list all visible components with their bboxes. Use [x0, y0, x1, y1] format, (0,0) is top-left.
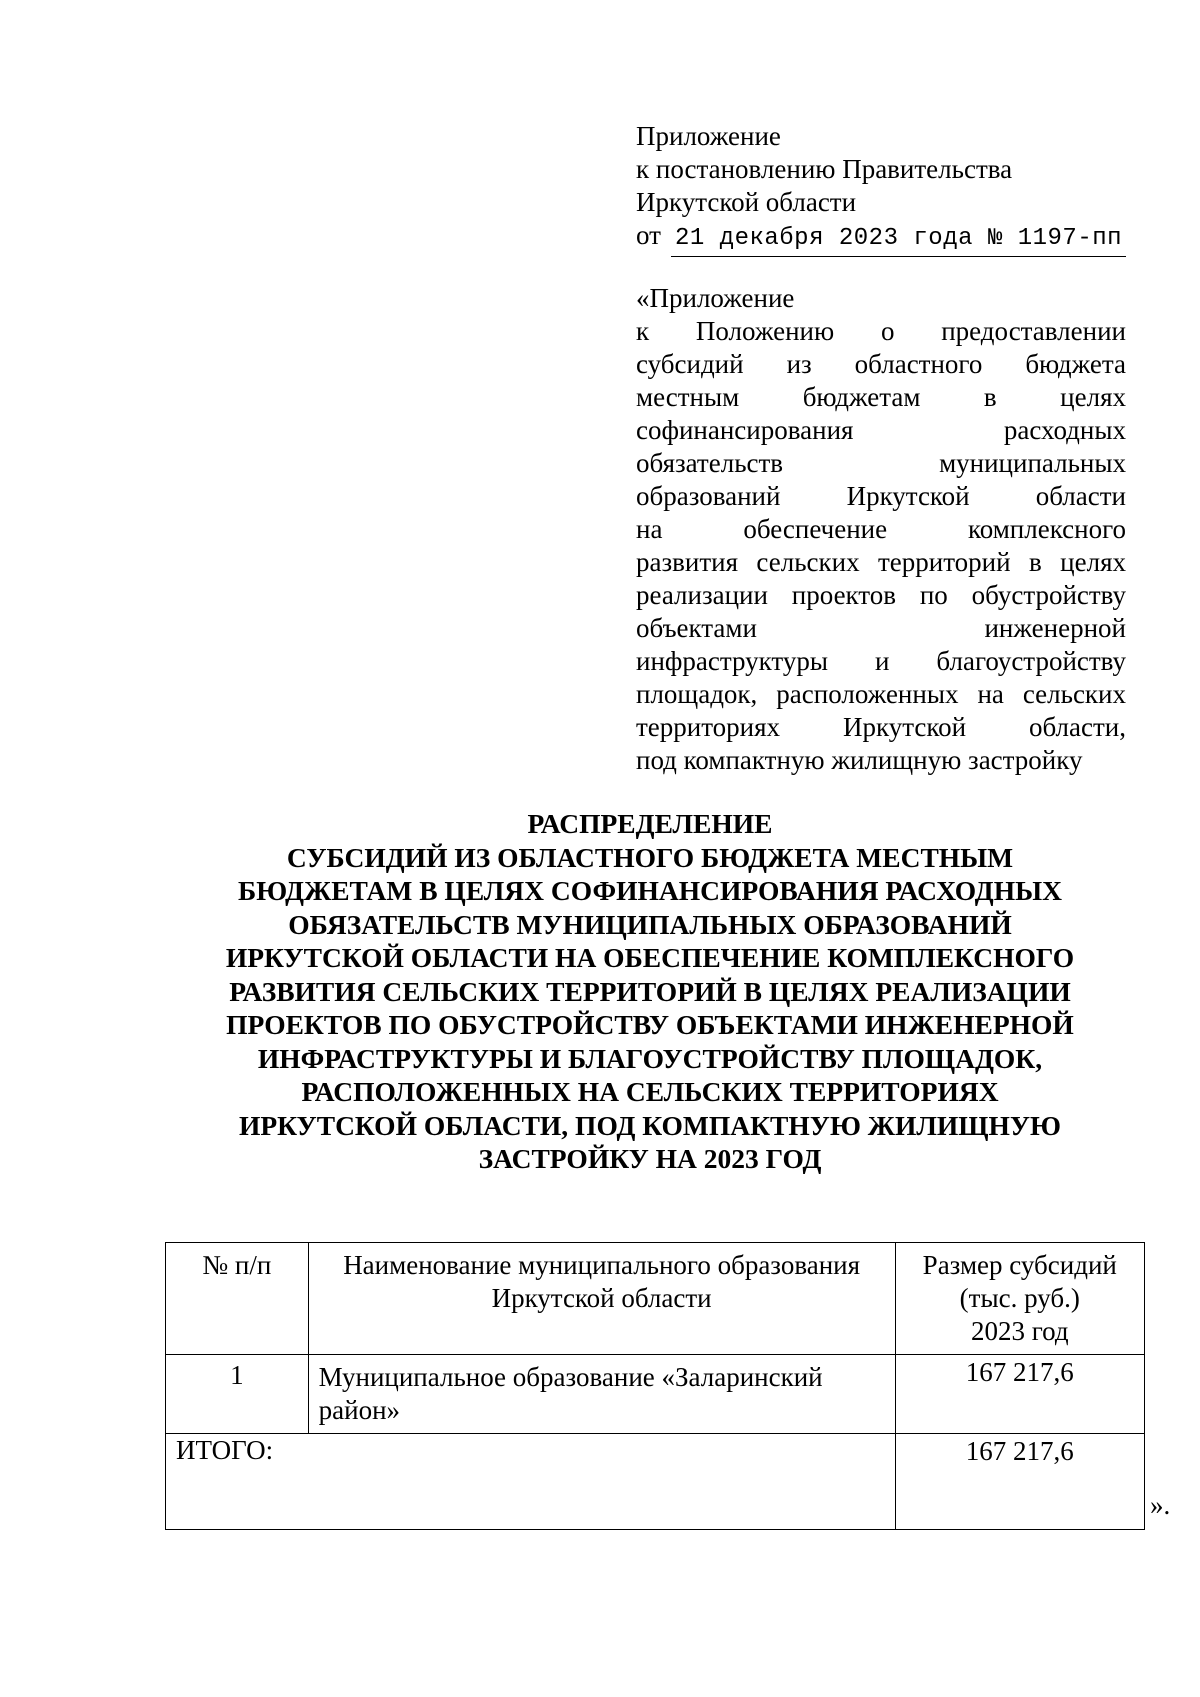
title-line: БЮДЖЕТАМ В ЦЕЛЯХ СОФИНАНСИРОВАНИЯ РАСХОДНЫХ [238, 875, 1062, 906]
header-size-line-1: Размер субсидий [922, 1250, 1117, 1280]
position-line: обязательств муниципальных [636, 448, 1126, 478]
appendix-header [636, 120, 1126, 257]
document-title [150, 807, 1150, 1176]
appendix-line-3: Иркутской области [636, 187, 857, 217]
position-line: на обеспечение комплексного [636, 514, 1126, 544]
row-name [308, 1355, 895, 1434]
position-line: местным бюджетам в целях [636, 382, 1126, 412]
closing-quote: ». [1150, 1490, 1171, 1520]
title-line: ИРКУТСКОЙ ОБЛАСТИ НА ОБЕСПЕЧЕНИЕ КОМПЛЕКСНОГО [225, 942, 1075, 973]
position-line: площадок, расположенных на сельских [636, 679, 1126, 709]
position-line: реализации проектов по обустройству [636, 580, 1126, 610]
header-name-line-1: Наименование муниципального образования [343, 1250, 861, 1280]
title-line: ОБЯЗАТЕЛЬСТВ МУНИЦИПАЛЬНЫХ ОБРАЗОВАНИЙ [288, 908, 1012, 940]
position-line: развития сельских территорий в целях [636, 547, 1126, 577]
subsidy-distribution-table [165, 1242, 1145, 1530]
row-amount: 167 217,6 [895, 1355, 1144, 1434]
appendix-line-2: к постановлению Правительства [636, 154, 1013, 184]
row-name-line-2: район» [318, 1395, 401, 1425]
table-header-row [166, 1243, 1145, 1355]
row-name-line-1: Муниципальное образование «Заларинский [318, 1362, 823, 1392]
title-line: СУБСИДИЙ ИЗ ОБЛАСТНОГО БЮДЖЕТА МЕСТНЫМ [286, 841, 1014, 873]
position-line: софинансирования расходных [636, 415, 1126, 445]
position-reference [636, 282, 1126, 777]
title-line: ИНФРАСТРУКТУРЫ И БЛАГОУСТРОЙСТВУ ПЛОЩАДОК, [257, 1042, 1043, 1074]
header-size [895, 1243, 1144, 1355]
position-line: образований Иркутской области [636, 481, 1126, 511]
table-row [166, 1355, 1145, 1434]
title-line: ПРОЕКТОВ ПО ОБУСТРОЙСТВУ ОБЪЕКТАМИ ИНЖЕНЕРНОЙ [226, 1009, 1074, 1040]
header-num: № п/п [166, 1243, 309, 1355]
position-line: инфраструктуры и благоустройству [636, 646, 1126, 676]
decree-date-number: 21 декабря 2023 года № 1197-пп [671, 222, 1126, 257]
position-line: под компактную жилищную застройку [636, 745, 1083, 775]
title-line: РАСПРЕДЕЛЕНИЕ [527, 808, 773, 839]
total-amount: 167 217,6 [895, 1434, 1144, 1530]
header-name [308, 1243, 895, 1355]
row-num: 1 [166, 1355, 309, 1434]
table-total-row [166, 1434, 1145, 1530]
position-line: к Положению о предоставлении [636, 316, 1126, 346]
appendix-line-1: Приложение [636, 121, 781, 151]
appendix-date-line [636, 219, 1126, 257]
header-size-line-2: (тыс. руб.) [959, 1283, 1080, 1313]
header-size-line-3: 2023 год [970, 1316, 1069, 1346]
title-line: РАЗВИТИЯ СЕЛЬСКИХ ТЕРРИТОРИЙ В ЦЕЛЯХ РЕАЛИЗАЦИИ [229, 975, 1071, 1007]
title-line: РАСПОЛОЖЕННЫХ НА СЕЛЬСКИХ ТЕРРИТОРИЯХ [301, 1076, 999, 1107]
total-label: ИТОГО: [166, 1434, 896, 1530]
position-line: субсидий из областного бюджета [636, 349, 1126, 379]
position-line: «Приложение [636, 283, 795, 313]
position-line: объектами инженерной [636, 613, 1126, 643]
title-line: ЗАСТРОЙКУ НА 2023 ГОД [478, 1143, 822, 1174]
title-line: ИРКУТСКОЙ ОБЛАСТИ, ПОД КОМПАКТНУЮ ЖИЛИЩНУЮ [238, 1109, 1062, 1141]
position-line: территориях Иркутской области, [636, 712, 1126, 742]
date-prefix: от [636, 220, 661, 250]
header-name-line-2: Иркутской области [491, 1283, 712, 1313]
